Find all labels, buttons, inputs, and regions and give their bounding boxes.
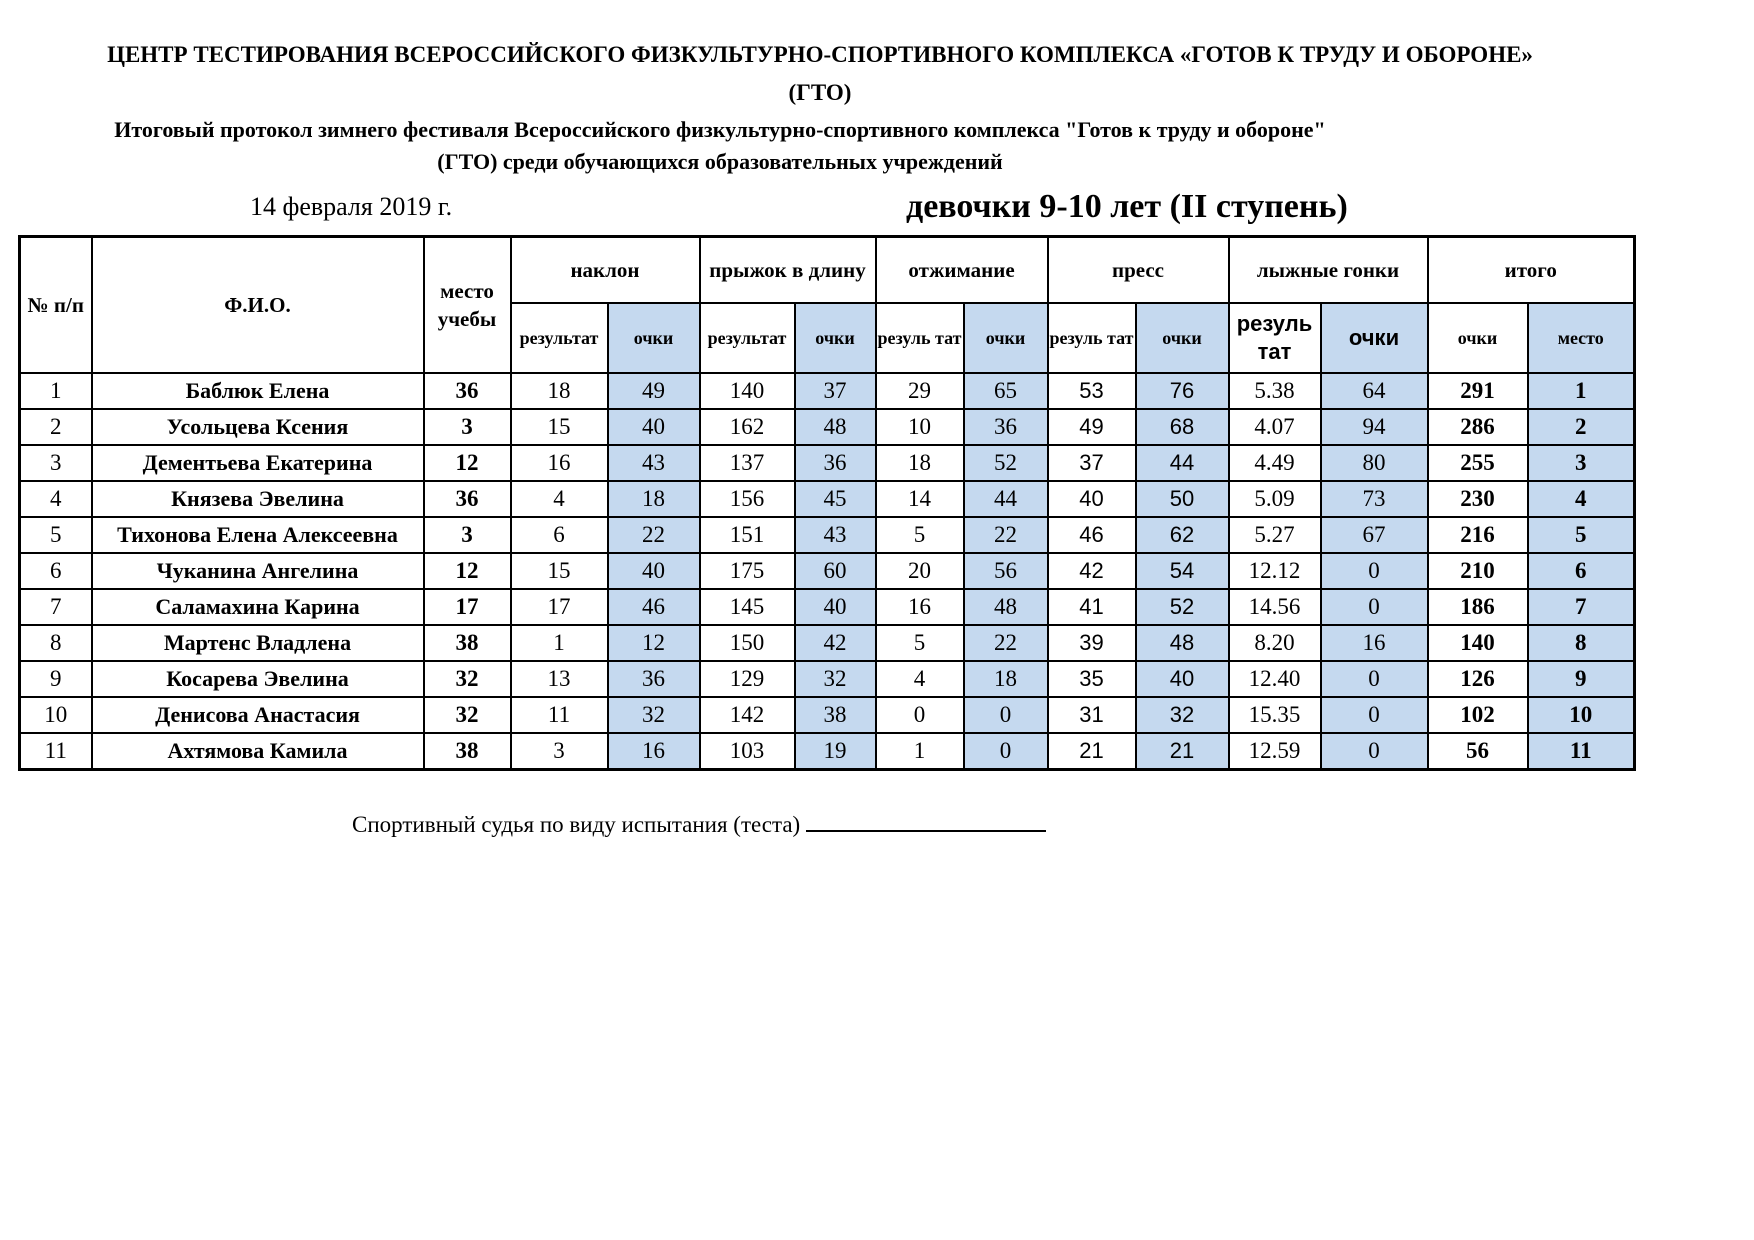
cell-jump-points: 38 [795, 697, 876, 733]
cell-ski-points: 0 [1321, 661, 1428, 697]
pushups-points-header: очки [964, 303, 1048, 373]
cell-ski-points: 64 [1321, 373, 1428, 409]
table-row [20, 589, 1635, 625]
cell-num: 9 [20, 661, 92, 697]
table-row [20, 373, 1635, 409]
cell-pushups-points: 44 [964, 481, 1048, 517]
cell-pushups-result: 20 [876, 553, 964, 589]
cell-pushups-points: 22 [964, 625, 1048, 661]
cell-pushups-result: 18 [876, 445, 964, 481]
cell-press-points: 52 [1136, 589, 1229, 625]
cell-press-result: 41 [1048, 589, 1136, 625]
table-row [20, 625, 1635, 661]
cell-ski-points: 80 [1321, 445, 1428, 481]
cell-press-points: 32 [1136, 697, 1229, 733]
total-place-header: место [1528, 303, 1635, 373]
cell-school: 38 [424, 733, 511, 770]
cell-name: Ахтямова Камила [92, 733, 424, 770]
cell-total-points: 216 [1428, 517, 1528, 553]
cell-ski-points: 16 [1321, 625, 1428, 661]
protocol-title-line2: (ГТО) среди обучающихся образовательных учреждений [437, 149, 1003, 174]
cell-naklon-points: 32 [608, 697, 700, 733]
cell-pushups-points: 18 [964, 661, 1048, 697]
cell-jump-points: 45 [795, 481, 876, 517]
col-total-header: итого [1428, 237, 1635, 303]
cell-school: 36 [424, 481, 511, 517]
table-body [20, 373, 1635, 770]
cell-pushups-points: 48 [964, 589, 1048, 625]
cell-naklon-points: 16 [608, 733, 700, 770]
cell-school: 17 [424, 589, 511, 625]
ski-result-header: резуль тат [1229, 303, 1321, 373]
cell-naklon-result: 15 [511, 409, 608, 445]
cell-pushups-result: 10 [876, 409, 964, 445]
cell-press-points: 62 [1136, 517, 1229, 553]
table-row [20, 409, 1635, 445]
table-row [20, 481, 1635, 517]
cell-pushups-points: 36 [964, 409, 1048, 445]
cell-pushups-result: 16 [876, 589, 964, 625]
cell-total-place: 1 [1528, 373, 1635, 409]
cell-total-place: 10 [1528, 697, 1635, 733]
cell-ski-points: 67 [1321, 517, 1428, 553]
cell-ski-points: 0 [1321, 733, 1428, 770]
table-row [20, 661, 1635, 697]
cell-num: 2 [20, 409, 92, 445]
cell-naklon-result: 6 [511, 517, 608, 553]
cell-name: Денисова Анастасия [92, 697, 424, 733]
cell-jump-result: 142 [700, 697, 795, 733]
cell-naklon-result: 13 [511, 661, 608, 697]
cell-press-result: 40 [1048, 481, 1136, 517]
cell-jump-result: 145 [700, 589, 795, 625]
cell-ski-result: 4.07 [1229, 409, 1321, 445]
table-row [20, 733, 1635, 770]
cell-pushups-points: 0 [964, 733, 1048, 770]
cell-naklon-result: 18 [511, 373, 608, 409]
cell-name: Косарева Эвелина [92, 661, 424, 697]
cell-press-result: 49 [1048, 409, 1136, 445]
signature-line [806, 808, 1046, 832]
cell-num: 10 [20, 697, 92, 733]
cell-name: Усольцева Ксения [92, 409, 424, 445]
cell-jump-points: 32 [795, 661, 876, 697]
ski-points-header: очки [1321, 303, 1428, 373]
cell-ski-result: 12.40 [1229, 661, 1321, 697]
cell-naklon-result: 11 [511, 697, 608, 733]
results-table [18, 235, 1636, 771]
judge-label: Спортивный судья по виду испытания (теста) [352, 812, 801, 837]
cell-school: 12 [424, 445, 511, 481]
cell-pushups-points: 56 [964, 553, 1048, 589]
cell-total-place: 9 [1528, 661, 1635, 697]
cell-jump-result: 137 [700, 445, 795, 481]
col-ski-header: лыжные гонки [1229, 237, 1428, 303]
cell-school: 38 [424, 625, 511, 661]
col-jump-header: прыжок в длину [700, 237, 876, 303]
cell-press-points: 76 [1136, 373, 1229, 409]
cell-num: 3 [20, 445, 92, 481]
col-school-header: место учебы [424, 237, 511, 373]
table-header [20, 237, 1635, 373]
cell-total-points: 286 [1428, 409, 1528, 445]
cell-naklon-points: 18 [608, 481, 700, 517]
cell-total-place: 3 [1528, 445, 1635, 481]
cell-jump-result: 140 [700, 373, 795, 409]
cell-press-result: 53 [1048, 373, 1136, 409]
table-row [20, 517, 1635, 553]
cell-total-points: 56 [1428, 733, 1528, 770]
cell-jump-points: 43 [795, 517, 876, 553]
cell-total-points: 291 [1428, 373, 1528, 409]
judge-signature [352, 808, 1046, 838]
cell-school: 3 [424, 517, 511, 553]
cell-jump-points: 19 [795, 733, 876, 770]
cell-press-points: 54 [1136, 553, 1229, 589]
cell-ski-points: 0 [1321, 553, 1428, 589]
cell-total-points: 230 [1428, 481, 1528, 517]
cell-ski-result: 4.49 [1229, 445, 1321, 481]
group-title: девочки 9-10 лет (II ступень) [906, 188, 1348, 225]
cell-naklon-result: 3 [511, 733, 608, 770]
cell-ski-points: 73 [1321, 481, 1428, 517]
cell-naklon-result: 16 [511, 445, 608, 481]
cell-total-points: 126 [1428, 661, 1528, 697]
cell-press-result: 37 [1048, 445, 1136, 481]
col-num-header: № п/п [20, 237, 92, 373]
cell-press-points: 40 [1136, 661, 1229, 697]
cell-naklon-result: 17 [511, 589, 608, 625]
cell-jump-points: 42 [795, 625, 876, 661]
cell-name: Чуканина Ангелина [92, 553, 424, 589]
cell-pushups-result: 4 [876, 661, 964, 697]
cell-naklon-result: 15 [511, 553, 608, 589]
cell-pushups-result: 5 [876, 625, 964, 661]
cell-ski-points: 0 [1321, 697, 1428, 733]
total-points-header: очки [1428, 303, 1528, 373]
cell-press-result: 39 [1048, 625, 1136, 661]
cell-total-place: 7 [1528, 589, 1635, 625]
cell-ski-result: 12.59 [1229, 733, 1321, 770]
cell-ski-points: 0 [1321, 589, 1428, 625]
cell-total-place: 4 [1528, 481, 1635, 517]
cell-naklon-result: 1 [511, 625, 608, 661]
cell-total-place: 2 [1528, 409, 1635, 445]
cell-naklon-points: 40 [608, 409, 700, 445]
org-title-line2: (ГТО) [788, 80, 852, 105]
cell-jump-result: 156 [700, 481, 795, 517]
naklon-result-header: результат [511, 303, 608, 373]
cell-naklon-points: 46 [608, 589, 700, 625]
cell-press-points: 21 [1136, 733, 1229, 770]
cell-ski-result: 14.56 [1229, 589, 1321, 625]
cell-pushups-points: 22 [964, 517, 1048, 553]
naklon-points-header: очки [608, 303, 700, 373]
cell-total-points: 186 [1428, 589, 1528, 625]
cell-ski-result: 5.27 [1229, 517, 1321, 553]
cell-num: 5 [20, 517, 92, 553]
cell-jump-result: 129 [700, 661, 795, 697]
jump-result-header: результат [700, 303, 795, 373]
cell-pushups-result: 1 [876, 733, 964, 770]
cell-pushups-result: 5 [876, 517, 964, 553]
cell-pushups-points: 0 [964, 697, 1048, 733]
cell-pushups-result: 14 [876, 481, 964, 517]
cell-total-points: 255 [1428, 445, 1528, 481]
cell-pushups-points: 52 [964, 445, 1048, 481]
cell-ski-points: 94 [1321, 409, 1428, 445]
col-fio-header: Ф.И.О. [92, 237, 424, 373]
cell-num: 4 [20, 481, 92, 517]
cell-school: 32 [424, 697, 511, 733]
cell-jump-points: 36 [795, 445, 876, 481]
col-press-header: пресс [1048, 237, 1229, 303]
cell-press-points: 44 [1136, 445, 1229, 481]
cell-total-points: 102 [1428, 697, 1528, 733]
cell-press-result: 35 [1048, 661, 1136, 697]
cell-jump-points: 60 [795, 553, 876, 589]
cell-jump-points: 48 [795, 409, 876, 445]
cell-jump-result: 162 [700, 409, 795, 445]
cell-ski-result: 5.09 [1229, 481, 1321, 517]
cell-pushups-result: 0 [876, 697, 964, 733]
cell-name: Дементьева Екатерина [92, 445, 424, 481]
cell-jump-result: 103 [700, 733, 795, 770]
cell-press-points: 50 [1136, 481, 1229, 517]
cell-school: 3 [424, 409, 511, 445]
cell-total-points: 210 [1428, 553, 1528, 589]
cell-jump-result: 151 [700, 517, 795, 553]
table-row [20, 445, 1635, 481]
protocol-title-line1: Итоговый протокол зимнего фестиваля Всероссийского физкультурно-спортивного комплекса "Готов к труду и обороне" [114, 117, 1326, 142]
cell-naklon-points: 22 [608, 517, 700, 553]
cell-num: 6 [20, 553, 92, 589]
cell-ski-result: 12.12 [1229, 553, 1321, 589]
cell-naklon-points: 43 [608, 445, 700, 481]
protocol-title [0, 114, 1440, 178]
cell-name: Князева Эвелина [92, 481, 424, 517]
cell-school: 36 [424, 373, 511, 409]
cell-ski-result: 8.20 [1229, 625, 1321, 661]
cell-name: Саламахина Карина [92, 589, 424, 625]
cell-num: 8 [20, 625, 92, 661]
cell-press-result: 42 [1048, 553, 1136, 589]
cell-school: 32 [424, 661, 511, 697]
col-pushups-header: отжимание [876, 237, 1048, 303]
cell-ski-result: 15.35 [1229, 697, 1321, 733]
cell-total-place: 5 [1528, 517, 1635, 553]
cell-pushups-result: 29 [876, 373, 964, 409]
cell-press-result: 21 [1048, 733, 1136, 770]
cell-jump-points: 40 [795, 589, 876, 625]
cell-total-points: 140 [1428, 625, 1528, 661]
cell-num: 1 [20, 373, 92, 409]
cell-naklon-points: 36 [608, 661, 700, 697]
cell-naklon-points: 12 [608, 625, 700, 661]
cell-naklon-result: 4 [511, 481, 608, 517]
cell-press-result: 46 [1048, 517, 1136, 553]
cell-total-place: 8 [1528, 625, 1635, 661]
cell-press-points: 68 [1136, 409, 1229, 445]
table-row [20, 553, 1635, 589]
cell-naklon-points: 40 [608, 553, 700, 589]
cell-jump-result: 175 [700, 553, 795, 589]
jump-points-header: очки [795, 303, 876, 373]
cell-name: Мартенс Владлена [92, 625, 424, 661]
cell-ski-result: 5.38 [1229, 373, 1321, 409]
pushups-result-header: резуль тат [876, 303, 964, 373]
press-result-header: резуль тат [1048, 303, 1136, 373]
table-row [20, 697, 1635, 733]
cell-press-result: 31 [1048, 697, 1136, 733]
cell-num: 7 [20, 589, 92, 625]
org-title [0, 36, 1640, 112]
cell-jump-result: 150 [700, 625, 795, 661]
cell-name: Тихонова Елена Алексеевна [92, 517, 424, 553]
cell-press-points: 48 [1136, 625, 1229, 661]
cell-name: Баблюк Елена [92, 373, 424, 409]
col-naklon-header: наклон [511, 237, 700, 303]
press-points-header: очки [1136, 303, 1229, 373]
cell-total-place: 11 [1528, 733, 1635, 770]
cell-jump-points: 37 [795, 373, 876, 409]
cell-pushups-points: 65 [964, 373, 1048, 409]
cell-num: 11 [20, 733, 92, 770]
cell-naklon-points: 49 [608, 373, 700, 409]
cell-total-place: 6 [1528, 553, 1635, 589]
event-date: 14 февраля 2019 г. [250, 192, 453, 221]
cell-school: 12 [424, 553, 511, 589]
org-title-line1: ЦЕНТР ТЕСТИРОВАНИЯ ВСЕРОССИЙСКОГО ФИЗКУЛЬТУРНО-СПОРТИВНОГО КОМПЛЕКСА «ГОТОВ К ТРУДУ И ОБОРОНЕ» [107, 42, 1533, 67]
